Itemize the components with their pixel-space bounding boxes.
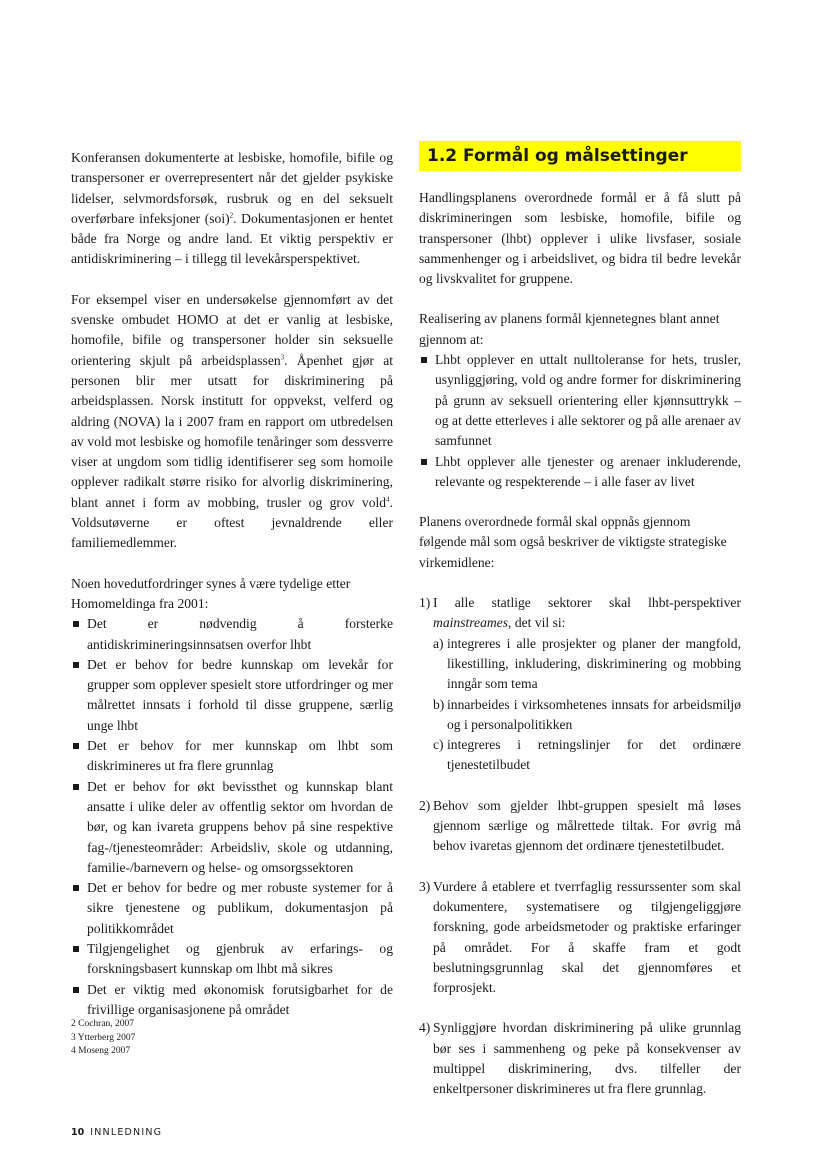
sub-item-letter: a) [433,635,444,651]
footnote-ref[interactable]: 4 [386,495,390,504]
list-item: Det er nødvendig å forsterke antidiskrimineringsinnsatsen overfor lhbt [71,614,393,655]
item-text-emphasis: mainstreames [433,615,509,631]
paragraph-goals-intro: Planens overordnede formål skal oppnås gjennom følgende mål som også beskriver de viktigste strategiske virkemidlene: [419,514,727,570]
paragraph-text: For eksempel viser en undersøkelse gjennomført av det svenske ombudet HOMO at det er vanlig at lesbiske, homofile, bifile og transpersoner holder sin seksuelle orientering skjult på arbeidsplassen [71,291,393,368]
footnote: 2 Cochran, 2007 [71,1019,135,1029]
footnote: 4 Moseng 2007 [71,1046,131,1056]
list-item: Tilgjengelighet og gjenbruk av erfarings- og forskningsbasert kunnskap om lhbt må sikres [71,939,393,980]
paragraph-text: . Dokumentasjonen er hentet både fra Norge og andre land. Et viktig perspektiv er antidiskriminering – i tillegg til levekårsperspektivet. [71,210,393,267]
paragraph-realisation-intro: Realisering av planens formål kjennetegnes blant annet gjennom at: [419,311,720,347]
section-heading [419,141,741,171]
item-number: 3) [419,878,431,894]
section-heading-text: 1.2 Formål og målsettinger [427,146,688,166]
sub-list-item [433,634,741,695]
footnote-ref[interactable]: 3 [280,353,285,362]
sub-item-text: innarbeides i virksomhetenes innsats for arbeidsmiljø og i personalpolitikken [447,696,741,732]
item-text-part: , det vil si: [508,615,566,631]
paragraph-example [71,290,393,554]
item-text [433,593,741,634]
item-number: 2) [419,797,431,813]
left-column [71,148,393,1040]
list-item: Lhbt opplever en uttalt nulltoleranse for hets, trusler, usynliggjøring, vold og andre former for diskriminering på grunn av seksuell orientering eller kjønnsuttrykk – og at dette etterleves i alle sektorer og på alle arenaer av samfunnet [419,350,741,451]
item-text: Synliggjøre hvordan diskriminering på ulike grunnlag bør ses i sammenheng og peke på konsekvenser av multippel diskriminering, dvs. tilfeller der enkeltpersoner diskrimineres ut fra flere grunnlag. [433,1020,741,1097]
numbered-item [419,877,741,999]
list-item: Det er behov for økt bevissthet og kunnskap blant ansatte i ulike deler av offentlig sektor om hvordan de bør, og kan ivareta gruppens behov på sine respektive fag-/tjenesteområder: Arbeidsliv, skole og utdanning, familie-/barnevern og helse- og omsorgssektoren [71,777,393,878]
sub-list-item [433,695,741,736]
list-item: Det er behov for bedre og mer robuste systemer for å sikre tjenestene og publikum, dokumentasjon på politikkområdet [71,878,393,939]
page-number: 10 [71,1127,85,1138]
footnote: 3 Ytterberg 2007 [71,1032,136,1043]
realisation-list [419,350,741,492]
page-footer [71,1127,162,1138]
list-item: Det er behov for mer kunnskap om lhbt som diskrimineres ut fra flere grunnlag [71,736,393,777]
item-text: Vurdere å etablere et tverrfaglig ressurssenter som skal dokumentere, systematisere og tilgjengeliggjøre forskning, gode arbeidsmetoder og praktiske erfaringer på området. For å skaffe fram et godt beslutningsgrunnlag skal det gjennomføres et forprosjekt. [433,878,741,996]
challenges-list [71,614,393,1020]
item-text-part: I alle statlige sektorer skal lhbt-perspektiver [433,595,741,611]
sub-item-text: integreres i retningslinjer for det ordinære tjenestetilbudet [447,737,741,773]
paragraph-conference [71,148,393,270]
sub-list-item [433,735,741,776]
footnote-ref[interactable]: 2 [229,211,234,220]
item-number: 1) [419,595,431,611]
paragraph-text: . Voldsutøverne er oftest jevnaldrende eller familiemedlemmer. [71,494,393,551]
numbered-item [419,796,741,857]
item-text: Behov som gjelder lhbt-gruppen spesielt må løses gjennom særlige og målrettede tiltak. For øvrig må behov ivaretas gjennom det ordinære tjenestetilbudet. [433,797,741,854]
list-item: Det er viktig med økonomisk forutsigbarhet for de frivillige organisasjonene på området [71,980,393,1021]
sub-item-letter: b) [433,696,445,712]
footnotes [71,1018,393,1059]
paragraph-text: Konferansen dokumenterte at lesbiske, homofile, bifile og transpersoner er overrepresentert når det gjelder psykiske lidelser, selvmordsforsøk, rusbruk og en del seksuelt overførbare infeksjoner (soi) [71,150,393,226]
list-item: Det er behov for bedre kunnskap om levekår for grupper som opplever spesielt store utfordringer og mer målrettet innsats i forhold til disse gruppene, særlig unge lhbt [71,655,393,736]
list-item: Lhbt opplever alle tjenester og arenaer inkluderende, relevante og respekterende – i alle faser av livet [419,452,741,493]
paragraph-purpose: Handlingsplanens overordnede formål er å få slutt på diskrimineringen som lesbiske, homofile, bifile og transpersoner (lhbt) opplever i ulike livsfaser, sosiale sammenhenger og i arbeidslivet, og bidra til bedre levekår og livskvalitet for gruppene. [419,190,741,287]
sub-item-text: integreres i alle prosjekter og planer der mangfold, likestilling, inkludering, diskriminering og mobbing inngår som tema [447,635,741,692]
numbered-item [419,593,741,776]
right-column [419,188,741,1120]
sub-list [433,634,741,776]
running-section-title: INNLEDNING [90,1127,163,1138]
numbered-item [419,1018,741,1099]
sub-item-letter: c) [433,737,444,753]
item-number: 4) [419,1020,431,1036]
paragraph-text: . Åpenhet gjør at personen blir mer utsatt for diskriminering på arbeidsplassen. Norsk institutt for oppvekst, velferd og aldring (NOVA) la i 2007 fram en rapport om utbredelsen av vold mot lesbiske og homofile tenåringer som dessverre viser at ungdom som tidlig identifiserer seg som homoile opplever radikalt større risiko for alvorlig diskriminering, blant annet i form av mobbing, trusler og grov vold [71,352,394,510]
paragraph-challenges-intro: Noen hovedutfordringer synes å være tydelige etter Homomeldinga fra 2001: [71,575,351,611]
